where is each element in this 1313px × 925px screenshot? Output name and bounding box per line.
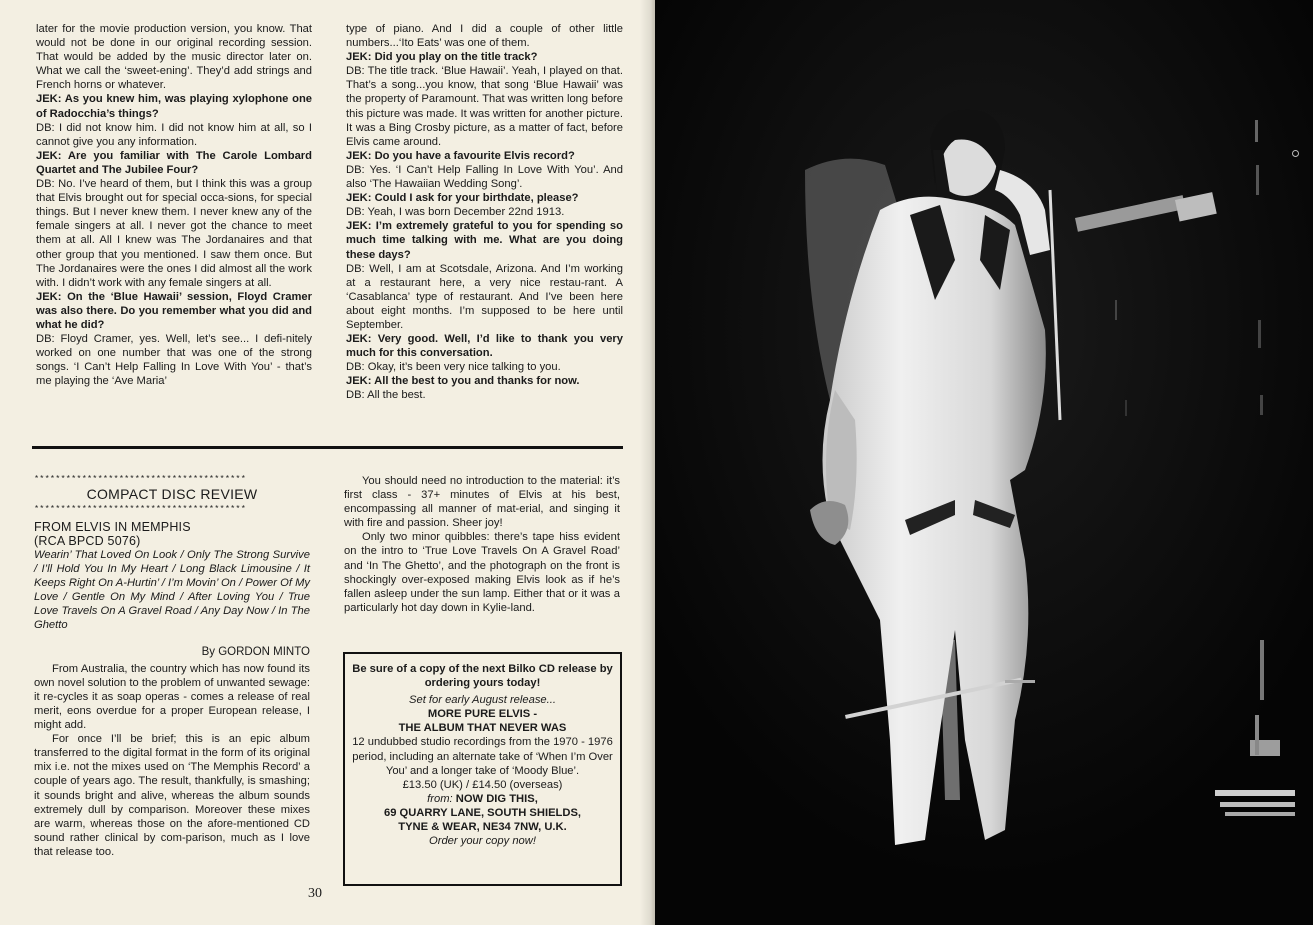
interview-question: JEK: As you knew him, was playing xylophone one of Radocchia’s things? bbox=[36, 93, 312, 120]
interview-answer: later for the movie production version, you know. That would not be done in our original recording session. That would be added by the music director later on. What we call the ‘sweet-ening’. They’d add strings and French horns or whatever. bbox=[36, 23, 312, 92]
interview-question: JEK: I’m extremely grateful to you for spending so much time talking with me. What are you doing these days? bbox=[346, 220, 623, 261]
advertisement-box bbox=[343, 652, 622, 886]
review-paragraph: For once I’ll be brief; this is an epic album transferred to the digital format in the form of its original mix i.e. not the mixes used on ‘The Memphis Record’ a couple of years ago. The result, thankfully, is smashing; it sounds bright and alive, whereas the album sounds extremely dull by comparison. Moreover these mixes are warm, whereas those on the afore-mentioned CD sound rather clinical by com-parison, much as I love that release too. bbox=[34, 733, 310, 858]
review-column-right bbox=[344, 474, 620, 615]
album-title: FROM ELVIS IN MEMPHIS bbox=[34, 520, 191, 534]
interview-column-right bbox=[346, 22, 623, 403]
interview-question: JEK: Did you play on the title track? bbox=[346, 51, 538, 64]
left-page bbox=[0, 0, 652, 925]
interview-question: JEK: On the ‘Blue Hawaii’ session, Floyd Cramer was also there. Do you remember what you did and what he did? bbox=[36, 290, 312, 331]
stars-divider-bottom: **************************************** bbox=[34, 504, 247, 514]
interview-answer: DB: No. I’ve heard of them, but I think this was a group that Elvis brought out for special occa-sions, for special things. But I never knew them. I never knew any of the female singers at all. I never got the chance to meet them at all. All I knew was The Jordanaires and that other group that you mentioned. I saw them once. But The Jordanaires were the ones I did almost all the work with. I didn’t work with any female singers at all. bbox=[36, 178, 312, 289]
interview-answer: DB: Well, I am at Scotsdale, Arizona. And I’m working at a restaurant here, a very nice restau-rant. A ‘Casablanca’ type of restaurant. And I’ve been here about eight months. I’m supposed to be here until September. bbox=[346, 262, 623, 331]
interview-answer: DB: Yeah, I was born December 22nd 1913. bbox=[346, 206, 565, 219]
review-heading: COMPACT DISC REVIEW bbox=[86, 486, 258, 502]
interview-answer: DB: Floyd Cramer, yes. Well, let’s see... I defi-nitely worked on one number that was one of the strong songs. ‘I Can’t Help Falling In Love With You’ - that’s me playing the ‘Ave Maria’ bbox=[36, 333, 312, 388]
interview-answer: DB: Okay, it’s been very nice talking to you. bbox=[346, 361, 561, 374]
right-page bbox=[655, 0, 1313, 925]
review-paragraph: You should need no introduction to the material: it’s first class - 37+ minutes of Elvis at his best, encompassing all manner of mat-erial, and singing it with fire and passion. Sheer joy! bbox=[344, 475, 620, 530]
interview-question: JEK: Do you have a favourite Elvis record? bbox=[346, 149, 575, 162]
interview-answer: type of piano. And I did a couple of other little numbers...‘Ito Eats’ was one of them. bbox=[346, 23, 623, 50]
section-divider bbox=[32, 446, 623, 449]
ad-from-label: from: bbox=[427, 792, 453, 805]
ad-address-1: 69 QUARRY LANE, SOUTH SHIELDS, bbox=[383, 806, 582, 819]
interview-question: JEK: Very good. Well, I’d like to thank you very much for this conversation. bbox=[346, 333, 623, 360]
ad-address-2: TYNE & WEAR, NE34 7NW, U.K. bbox=[398, 821, 567, 834]
review-column-left bbox=[34, 474, 310, 859]
ad-closing: Order your copy now! bbox=[429, 835, 536, 848]
ad-price: £13.50 (UK) / £14.50 (overseas) bbox=[402, 778, 563, 791]
ad-album-title-1: MORE PURE ELVIS - bbox=[427, 708, 538, 721]
album-catalog: (RCA BPCD 5076) bbox=[34, 534, 141, 548]
ad-description: 12 undubbed studio recordings from the 1970 - 1976 period, including an alternate take of ‘When I’m Over You’ and a longer take of ‘Moody Blue’. bbox=[352, 736, 613, 777]
track-list: Wearin’ That Loved On Look / Only The Strong Survive / I’ll Hold You In My Heart / Long Black Limousine / It Keeps Right On A-Hurtin’ / I’m Movin’ On / Power Of My Love / Gentle On My Mind / After Loving You / True Love Travels On A Gravel Road / Any Day Now / In The Ghetto bbox=[34, 549, 310, 632]
ad-intro: Be sure of a copy of the next Bilko CD release by ordering yours today! bbox=[352, 663, 613, 690]
review-paragraph: From Australia, the country which has now found its own novel solution to the problem of unwanted sewage: it re-cycles it as soap operas - comes a release of real merit, eons overdue for a proper European release, I might add. bbox=[34, 662, 310, 732]
ad-release-note: Set for early August release... bbox=[409, 694, 556, 707]
ad-from-name: NOW DIG THIS, bbox=[455, 792, 538, 805]
review-paragraph: Only two minor quibbles: there’s tape hiss evident on the intro to ‘True Love Travels On A Gravel Road’ and ‘In The Ghetto’, and the photograph on the front is shockingly over-exposed making Elvis look as if he’s fallen asleep under the sun lamp. Either that or it was a particularly hot day down in Kylie-land. bbox=[344, 531, 620, 614]
interview-answer: DB: I did not know him. I did not know him at all, so I cannot give you any information. bbox=[36, 121, 312, 148]
interview-column-left bbox=[36, 22, 312, 388]
interview-answer: DB: All the best. bbox=[346, 389, 426, 402]
page-mark bbox=[1292, 150, 1299, 157]
interview-answer: DB: Yes. ‘I Can’t Help Falling In Love With You’. And also ‘The Hawaiian Wedding Song’. bbox=[346, 163, 623, 191]
stars-divider-top: **************************************** bbox=[34, 474, 247, 484]
review-byline: By GORDON MINTO bbox=[201, 645, 310, 658]
interview-question: JEK: Could I ask for your birthdate, please? bbox=[346, 192, 579, 205]
ad-album-title-2: THE ALBUM THAT NEVER WAS bbox=[398, 722, 567, 735]
interview-question: JEK: Are you familiar with The Carole Lombard Quartet and The Jubilee Four? bbox=[36, 149, 312, 176]
interview-answer: DB: The title track. ‘Blue Hawaii’. Yeah, I played on that. That’s a song...you know, that song ‘Blue Hawaii’ was the property of Paramount. That was written long before this picture was made. It was written for another picture. It was a Bing Crosby picture, as a matter of fact, before Elvis came around. bbox=[346, 65, 623, 148]
ad-from-line bbox=[351, 792, 614, 806]
concert-photo bbox=[655, 0, 1313, 925]
page-number: 30 bbox=[308, 886, 322, 901]
interview-question: JEK: All the best to you and thanks for now. bbox=[346, 375, 580, 388]
